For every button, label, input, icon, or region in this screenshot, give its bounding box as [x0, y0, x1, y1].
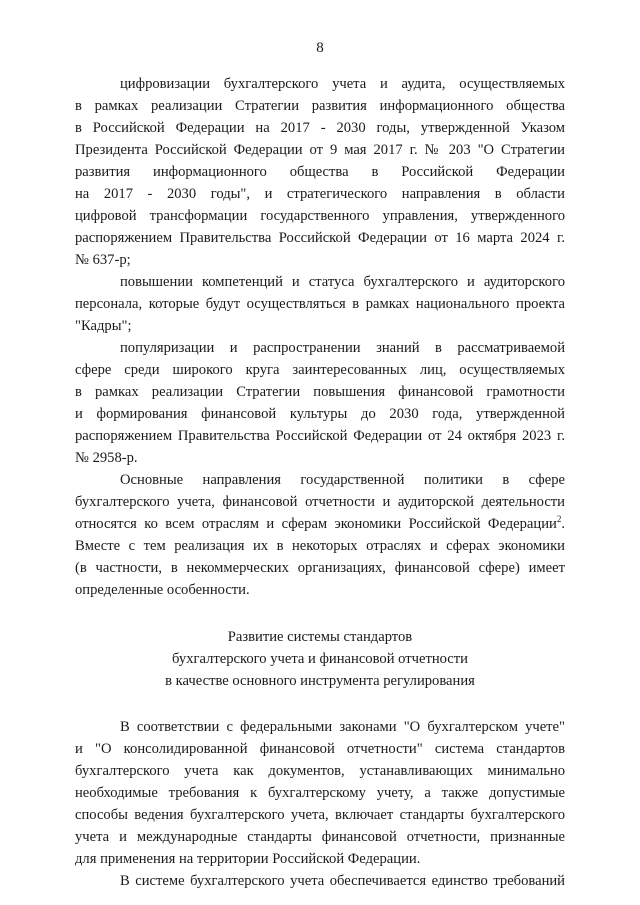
paragraph-line: "Кадры"; — [75, 318, 132, 334]
paragraph-line: № 637-р; — [75, 252, 131, 268]
paragraph-line: Основные направления государственной политики в сфере — [120, 472, 565, 488]
paragraph-line: В системе бухгалтерского учета обеспечивается единство требований — [120, 873, 565, 889]
paragraph-line: и "О консолидированной финансовой отчетности" система стандартов — [75, 741, 565, 757]
paragraph-line: учета и международные стандарты финансовой отчетности, признанные — [75, 829, 565, 845]
section-heading-line: бухгалтерского учета и финансовой отчетности — [172, 651, 468, 667]
paragraph-line: в Российской Федерации на 2017 - 2030 годы, утвержденной Указом — [75, 120, 565, 136]
paragraph-line: В соответствии с федеральными законами "О бухгалтерском учете" — [120, 719, 565, 735]
paragraph-line: бухгалтерского учета как документов, устанавливающих минимально — [75, 763, 565, 779]
paragraph-line: (в частности, в некоммерческих организациях, финансовой сфере) имеет — [75, 560, 565, 576]
paragraph-line: № 2958-р. — [75, 450, 138, 466]
paragraph-line: бухгалтерского учета, финансовой отчетности и аудиторской деятельности — [75, 494, 565, 510]
paragraph-line: цифровой трансформации государственного управления, утвержденного — [75, 208, 565, 224]
line-punct: . — [561, 516, 565, 532]
page-number: 8 — [316, 40, 324, 56]
paragraph-line: и формирования финансовой культуры до 2030 года, утвержденной — [75, 406, 565, 422]
paragraph-line: для применения на территории Российской Федерации. — [75, 851, 421, 867]
section-heading-line: в качестве основного инструмента регулирования — [165, 673, 475, 689]
paragraph-line: на 2017 - 2030 годы", и стратегического направления в области — [75, 186, 565, 202]
paragraph-line: персонала, которые будут осуществляться в рамках национального проекта — [75, 296, 565, 312]
footnote-mark: 2 — [556, 514, 562, 525]
paragraph-line: Президента Российской Федерации от 9 мая 2017 г. № 203 "О Стратегии — [75, 142, 565, 158]
paragraph-line-with-footnote — [75, 513, 565, 535]
paragraph-line: способы ведения бухгалтерского учета, включает стандарты бухгалтерского — [75, 807, 565, 823]
paragraph-line: развития информационного общества в Российской Федерации — [75, 164, 565, 180]
paragraph-line: в рамках реализации Стратегии повышения финансовой грамотности — [75, 384, 565, 400]
paragraph-line: необходимые требования к бухгалтерскому учету, а также допустимые — [75, 785, 565, 801]
paragraph-line: Вместе с тем реализация их в некоторых отраслях и сферах экономики — [75, 538, 565, 554]
paragraph-line: распоряжением Правительства Российской Федерации от 24 октября 2023 г. — [75, 428, 565, 444]
paragraph-line: цифровизации бухгалтерского учета и аудита, осуществляемых — [120, 76, 565, 92]
line-text: относятся ко всем отраслям и сферам экономики Российской Федерации — [75, 516, 557, 532]
paragraph-line: повышении компетенций и статуса бухгалтерского и аудиторского — [120, 274, 565, 290]
paragraph-line: определенные особенности. — [75, 582, 250, 598]
paragraph-line: распоряжением Правительства Российской Федерации от 16 марта 2024 г. — [75, 230, 565, 246]
section-heading-line: Развитие системы стандартов — [227, 629, 413, 645]
paragraph-line: сфере среди широкого круга заинтересованных лиц, осуществляемых — [75, 362, 565, 378]
paragraph-line: популяризации и распространении знаний в рассматриваемой — [120, 340, 565, 356]
paragraph-line: в рамках реализации Стратегии развития информационного общества — [75, 98, 565, 114]
